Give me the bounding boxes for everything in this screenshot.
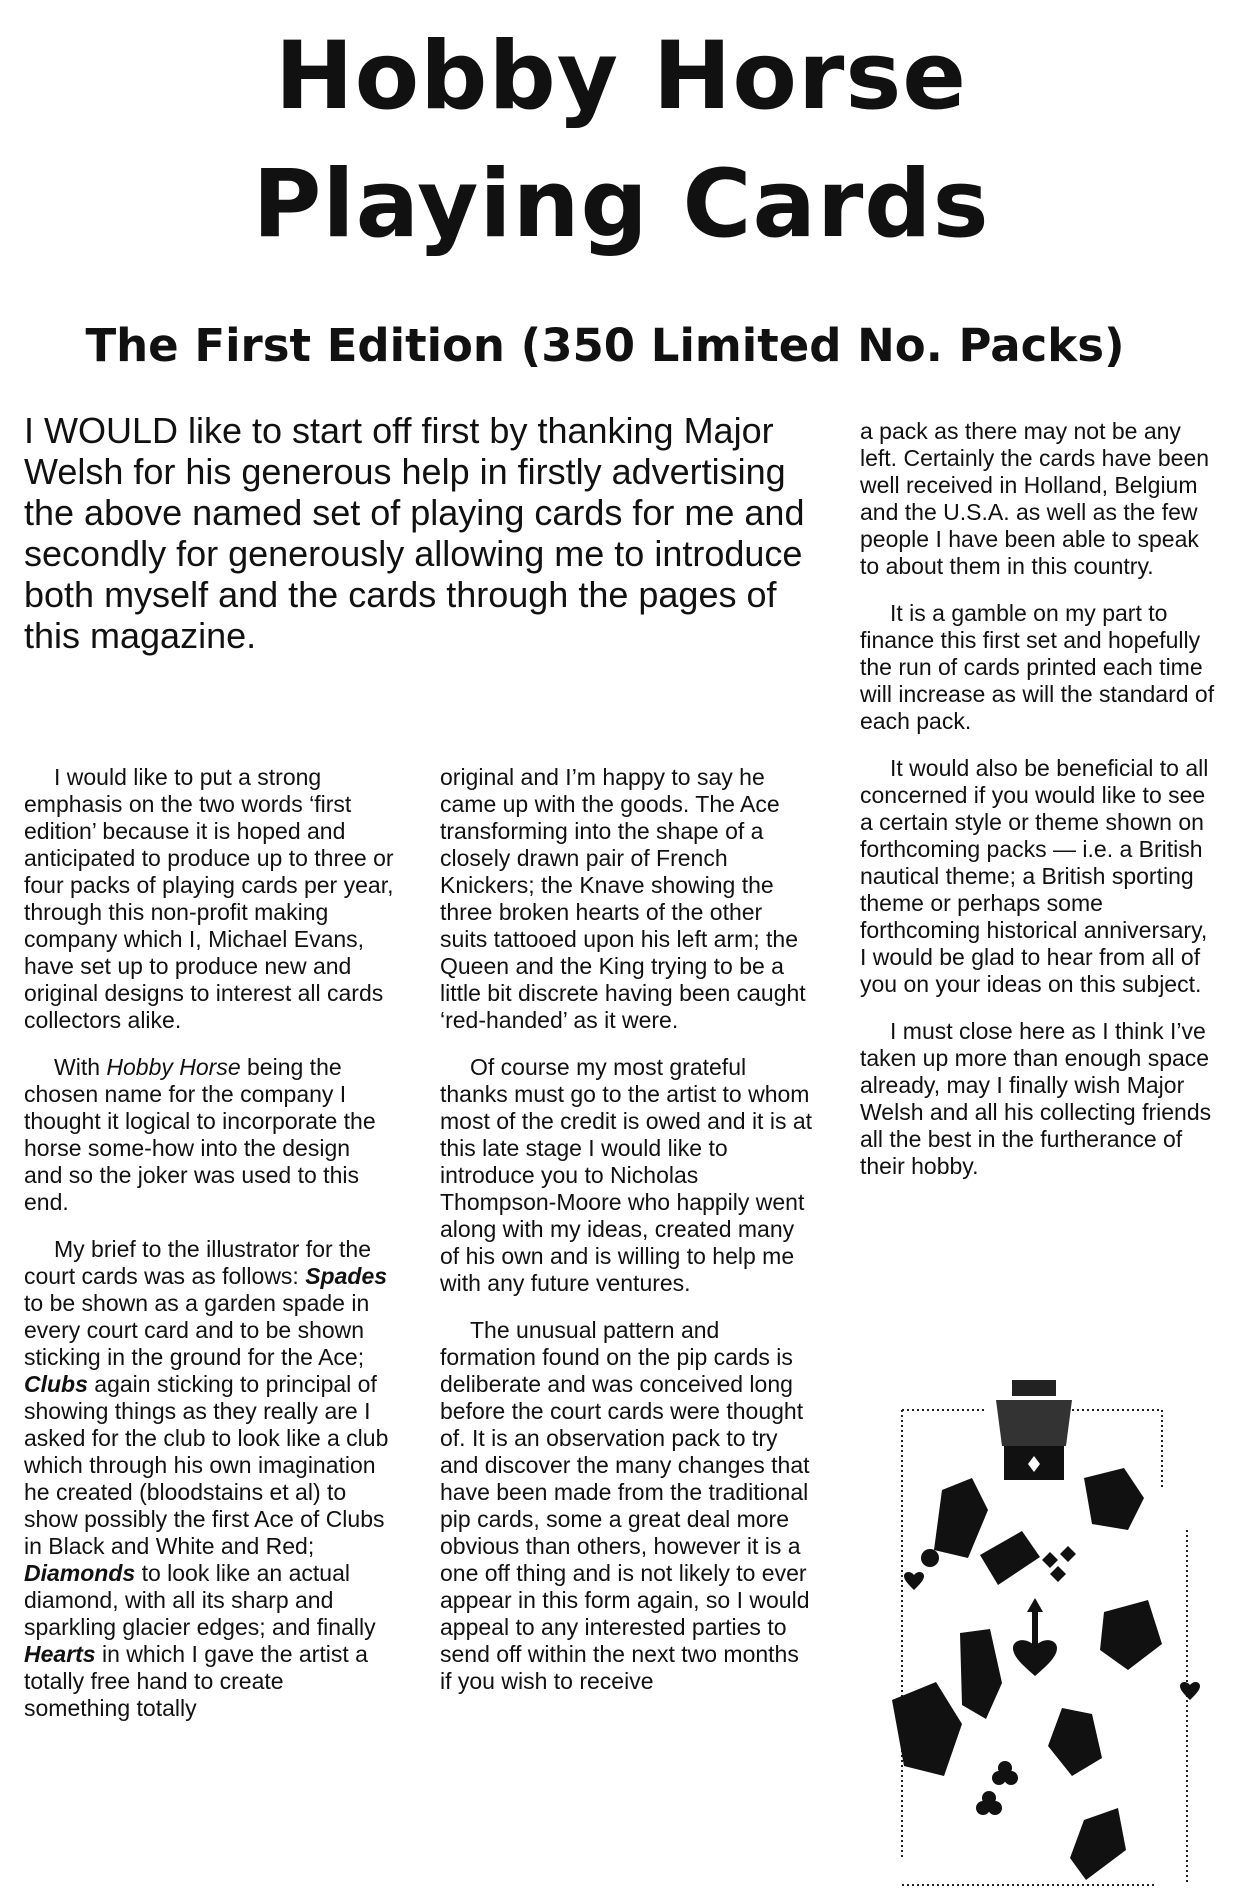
hearts-emphasis: Hearts: [24, 1641, 96, 1667]
col1-p3-text-e: in which I gave the artist a totally free hand to create something totally: [24, 1641, 368, 1721]
col3-paragraph-4: I must close here as I think I’ve taken up more than enough space already, may I finally wish Major Welsh and all his collecting friends all the best in the furtherance of their hobby.: [860, 1018, 1212, 1179]
joker-figure-icon: [996, 1380, 1072, 1480]
col1-paragraph-2: [24, 1054, 394, 1216]
subtitle: The First Edition (350 Limited No. Packs): [85, 319, 1125, 372]
column-1: [24, 764, 394, 1742]
col2-paragraph-1: original and I’m happy to say he came up with the goods. The Ace transforming into the shape of a closely drawn pair of French Knickers; the Knave showing the three broken hearts of the other suits tattooed upon his left arm; the Queen and the King trying to be a little bit discrete having been caught ‘red-handed’ as it were.: [440, 764, 806, 1033]
title-line-2: Playing Cards: [252, 150, 990, 259]
col1-paragraph-1: I would like to put a strong emphasis on the two words ‘first edition’ because it is hoped and anticipated to produce up to three or four packs of playing cards per year, through this non-profit making company which I, Michael Evans, have set up to produce new and original designs to interest all cards collectors alike.: [24, 764, 394, 1033]
col1-paragraph-3: [24, 1236, 394, 1722]
col1-p3-text-c: again sticking to principal of showing things as they really are I asked for the club to look like a club which through his own imagination he created (bloodstains et al) to show possibly the first Ace of Clubs in Black and White and Red;: [24, 1371, 389, 1559]
col3-paragraph-3: It would also be beneficial to all concerned if you would like to see a certain style or theme shown on forthcoming packs — i.e. a British nautical theme; a British sporting theme or perhaps some forthcoming historical anniversary, I would be glad to hear from all of you on your ideas on this subject.: [860, 755, 1209, 997]
col3-paragraph-2: It is a gamble on my part to finance this first set and hopefully the run of cards printed each time will increase as will the standard of each pack.: [860, 600, 1215, 734]
col1-p3-text-a: My brief to the illustrator for the court cards was as follows:: [24, 1236, 372, 1289]
col1-p2-text-a: With: [54, 1054, 107, 1080]
playing-cards-collage-icon: [872, 1380, 1222, 1900]
col3-paragraph-1: a pack as there may not be any left. Certainly the cards have been well received in Holland, Belgium and the U.S.A. as well as the few people I have been able to speak to about them in this country.: [860, 418, 1210, 579]
col1-p3-text-b: to be shown as a garden spade in every court card and to be shown sticking in the ground for the Ace;: [24, 1290, 370, 1370]
col1-p2-text-b: being the chosen name for the company I thought it logical to incorporate the horse some-how into the design and so the joker was used to this end.: [24, 1054, 376, 1215]
spades-emphasis: Spades: [305, 1263, 388, 1289]
clubs-emphasis: Clubs: [24, 1371, 88, 1397]
court-figures-icon: [892, 1468, 1162, 1880]
col2-paragraph-3: The unusual pattern and formation found on the pip cards is deliberate and was conceived long before the court cards were thought of. It is an observation pack to try and discover the many changes that have been made from the traditional pip cards, some a great deal more obvious than others, however it is a one off thing and is not likely to ever appear in this form again, so I would appeal to any interested parties to send off within the next two months if you wish to receive: [440, 1317, 810, 1694]
title-line-1: Hobby Horse: [274, 22, 968, 131]
diamonds-emphasis: Diamonds: [24, 1560, 136, 1586]
column-2: [440, 764, 815, 1715]
lead-paragraph: I WOULD like to start off first by thanking Major Welsh for his generous help in firstly advertising the above named set of playing cards for me and secondly for generously allowing me to introduce both myself and the cards through the pages of this magazine.: [24, 410, 805, 656]
hobby-horse-emphasis: Hobby Horse: [106, 1054, 241, 1080]
col2-paragraph-2: Of course my most grateful thanks must go to the artist to whom most of the credit is owed and it is at this late stage I would like to introduce you to Nicholas Thompson-Moore who happily went along with my ideas, created many of his own and is willing to help me with any future ventures.: [440, 1054, 813, 1296]
col1-p3-text-d: to look like an actual diamond, with all its sharp and sparkling glacier edges; and finally: [24, 1560, 376, 1640]
suit-symbols-icon: [904, 1546, 1200, 1815]
column-3: [860, 418, 1220, 1200]
